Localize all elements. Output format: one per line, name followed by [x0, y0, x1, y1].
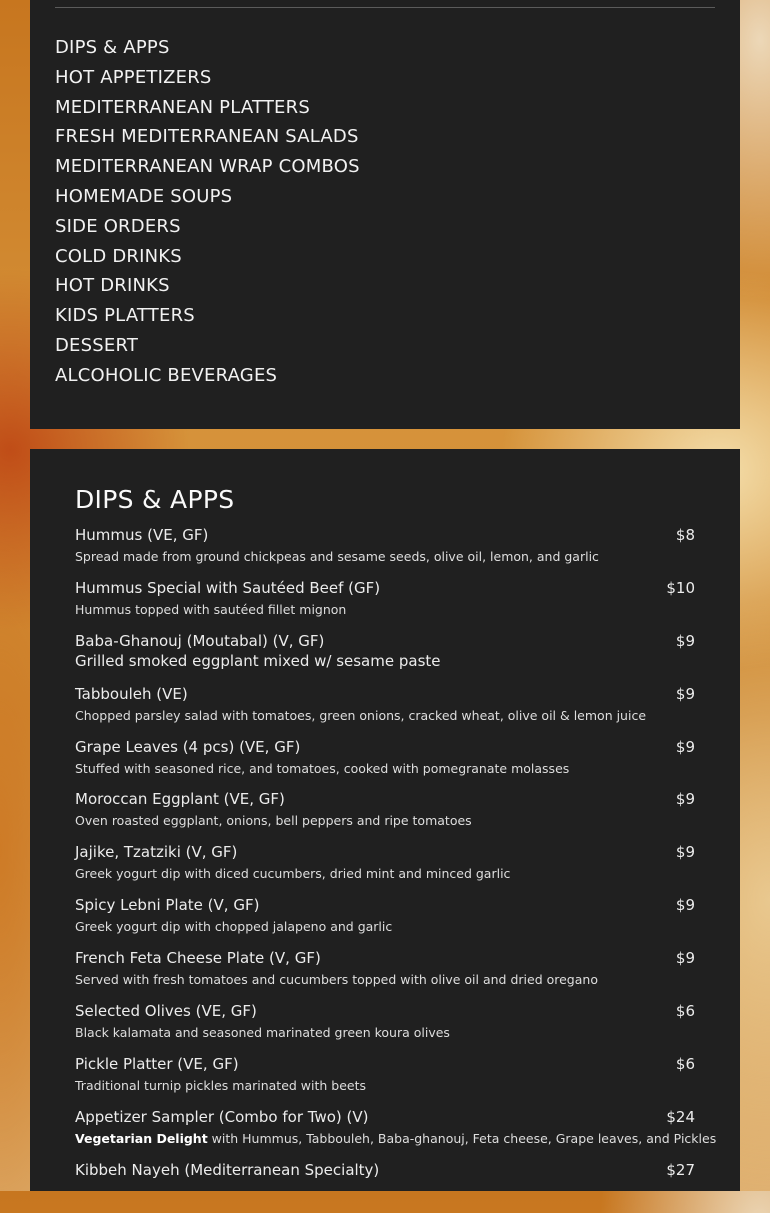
- nav-item-hot-drinks[interactable]: HOT DRINKS: [55, 275, 170, 297]
- menu-section-panel: [30, 449, 740, 1191]
- menu-item-description: [75, 1077, 366, 1095]
- menu-item-price: $6: [675, 1002, 695, 1021]
- menu-item-description-text: Greek yogurt dip with chopped jalapeno and garlic: [75, 919, 393, 935]
- menu-item-description-text: Hummus topped with sautéed fillet mignon: [75, 601, 347, 617]
- menu-item: [75, 684, 695, 737]
- menu-item-description: [75, 652, 441, 670]
- nav-item-hot-appetizers[interactable]: HOT APPETIZERS: [55, 66, 212, 88]
- menu-item: [75, 1054, 695, 1107]
- menu-item-description-text: Served with fresh tomatoes and cucumbers topped with olive oil and dried oregano: [75, 972, 598, 988]
- menu-item-list: [75, 525, 717, 1213]
- menu-item-description-text: Black kalamata and seasoned marinated green koura olives: [75, 1025, 450, 1041]
- menu-item: [75, 1107, 717, 1160]
- menu-item-description-text: Spread made from ground chickpeas and sesame seeds, olive oil, lemon, and garlic: [75, 549, 599, 564]
- category-nav-list: [55, 33, 360, 391]
- menu-item: [75, 737, 695, 790]
- menu-item: [75, 842, 695, 895]
- menu-item-description: [75, 601, 346, 619]
- menu-item: [75, 1160, 695, 1213]
- menu-item-name: Kibbeh Nayeh (Mediterranean Specialty): [75, 1160, 380, 1179]
- menu-item-price: $9: [675, 843, 695, 862]
- menu-item-price: $8: [675, 526, 695, 544]
- menu-item-price: $24: [666, 1107, 695, 1126]
- menu-item-description-text: Oven roasted eggplant, onions, bell peppers and ripe tomatoes: [75, 813, 472, 829]
- menu-item-name: Spicy Lebni Plate (V, GF): [75, 896, 260, 915]
- menu-item: [75, 895, 695, 948]
- menu-item-description: [75, 865, 510, 883]
- menu-item-description: [75, 707, 646, 725]
- menu-item-name: Hummus (VE, GF): [75, 526, 209, 544]
- menu-item: [75, 948, 695, 1001]
- menu-item-name: Jajike, Tzatziki (V, GF): [75, 843, 238, 862]
- menu-item-description-text: Stuffed with seasoned rice, and tomatoes, cooked with pomegranate molasses: [75, 760, 570, 776]
- menu-item-price: $27: [666, 1160, 695, 1179]
- menu-item-name: Hummus Special with Sautéed Beef (GF): [75, 578, 381, 597]
- menu-item-description-highlight: Vegetarian Delight: [75, 1130, 208, 1146]
- menu-item: [75, 578, 695, 631]
- menu-item-name: Moroccan Eggplant (VE, GF): [75, 790, 285, 809]
- menu-item-description-text: Greek yogurt dip with diced cucumbers, dried mint and minced garlic: [75, 866, 511, 882]
- menu-item-name: Grape Leaves (4 pcs) (VE, GF): [75, 737, 301, 756]
- nav-item-alcoholic-beverages[interactable]: ALCOHOLIC BEVERAGES: [55, 364, 278, 386]
- nav-item-dips-apps[interactable]: DIPS & APPS: [55, 37, 170, 58]
- category-nav-panel: [30, 0, 740, 429]
- menu-item-price: $10: [666, 578, 695, 597]
- menu-item: [75, 525, 695, 578]
- menu-item-description: [75, 1130, 716, 1148]
- menu-item: [75, 789, 695, 842]
- menu-item: [75, 631, 695, 684]
- menu-item-name: Tabbouleh (VE): [75, 684, 188, 703]
- nav-item-dessert[interactable]: DESSERT: [55, 334, 139, 356]
- menu-item-description: [75, 918, 392, 936]
- menu-item-price: $6: [675, 1054, 695, 1073]
- menu-item-description-text: with Hummus, Tabbouleh, Baba-ghanouj, Feta cheese, Grape leaves, and Pickles: [207, 1130, 717, 1146]
- menu-item-description: [75, 812, 472, 830]
- menu-item-description-text: Grilled smoked eggplant mixed w/ sesame paste: [75, 651, 441, 670]
- menu-item-price: $9: [675, 896, 695, 915]
- menu-item-description: [75, 548, 599, 566]
- nav-item-mediterranean-platters[interactable]: MEDITERRANEAN PLATTERS: [55, 96, 310, 118]
- menu-item-price: $9: [675, 684, 695, 703]
- nav-item-wrap-combos[interactable]: MEDITERRANEAN WRAP COMBOS: [55, 156, 360, 178]
- menu-item-price: $9: [675, 949, 695, 968]
- menu-item-price: $9: [675, 790, 695, 809]
- menu-item-description-text: Traditional turnip pickles marinated with beets: [75, 1077, 367, 1093]
- menu-item-price: $9: [675, 737, 695, 756]
- menu-item: [75, 1001, 695, 1054]
- section-title: DIPS & APPS: [75, 485, 235, 514]
- menu-item-name: Selected Olives (VE, GF): [75, 1002, 257, 1021]
- menu-item-description-text: Chopped parsley salad with tomatoes, green onions, cracked wheat, olive oil & lemon juice: [75, 707, 647, 723]
- nav-item-cold-drinks[interactable]: COLD DRINKS: [55, 245, 182, 267]
- divider: [55, 7, 715, 8]
- menu-item-description: [75, 971, 598, 989]
- nav-item-homemade-soups[interactable]: HOMEMADE SOUPS: [55, 185, 233, 207]
- menu-item-name: French Feta Cheese Plate (V, GF): [75, 949, 321, 968]
- nav-item-kids-platters[interactable]: KIDS PLATTERS: [55, 305, 195, 327]
- menu-item-name: Pickle Platter (VE, GF): [75, 1054, 239, 1073]
- menu-item-name: Appetizer Sampler (Combo for Two) (V): [75, 1107, 369, 1126]
- menu-item-description: [75, 1024, 450, 1042]
- nav-item-side-orders[interactable]: SIDE ORDERS: [55, 215, 181, 237]
- menu-item-price: $9: [675, 631, 695, 650]
- menu-item-name: Baba-Ghanouj (Moutabal) (V, GF): [75, 631, 325, 650]
- nav-item-fresh-salads[interactable]: FRESH MEDITERRANEAN SALADS: [55, 126, 359, 148]
- menu-item-description: [75, 760, 569, 778]
